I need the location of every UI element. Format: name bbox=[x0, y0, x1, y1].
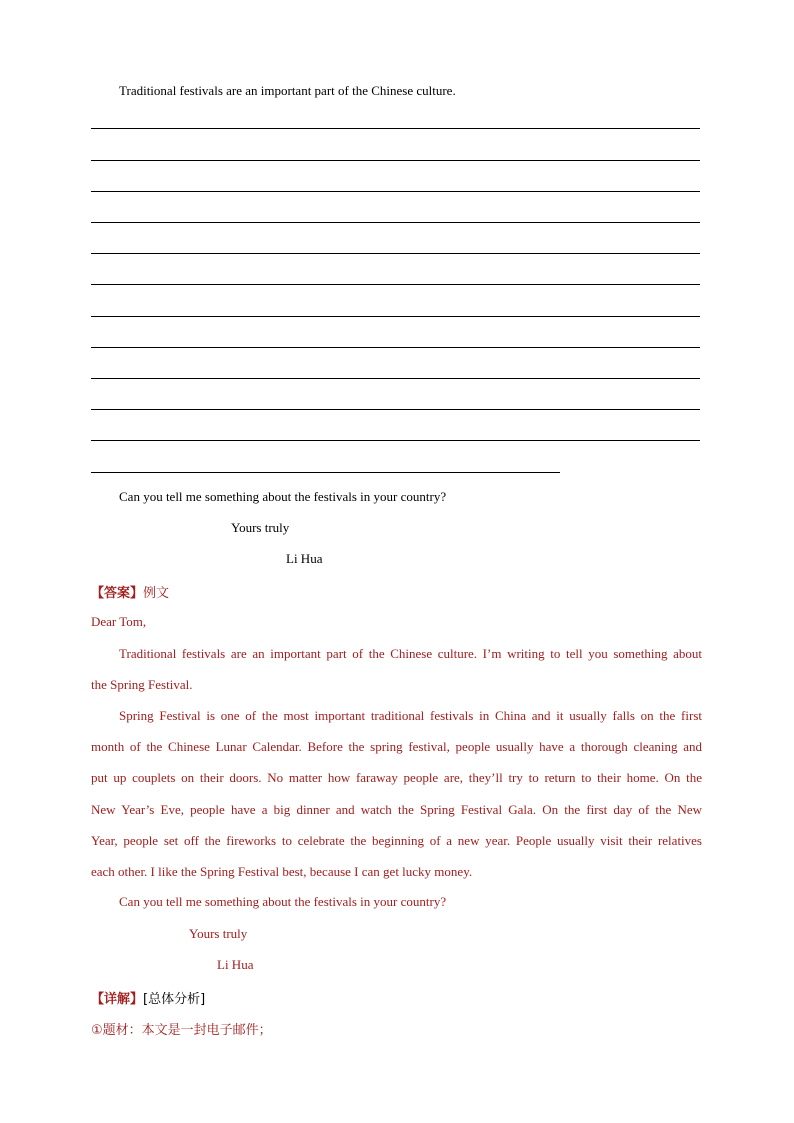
writing-line bbox=[91, 128, 700, 129]
analysis-heading bbox=[91, 988, 205, 1007]
paragraph-line: put up couplets on their doors. No matter how faraway people are, they’ll try to return to their home. On the bbox=[91, 770, 702, 786]
writing-line bbox=[91, 284, 700, 285]
answer-greeting: Dear Tom, bbox=[91, 614, 147, 629]
analysis-item-1: ①题材：本文是一封电子邮件； bbox=[91, 1023, 272, 1038]
analysis-heading-label: [总体分析] bbox=[143, 992, 206, 1007]
answer-paragraph-2 bbox=[91, 700, 702, 887]
analysis-heading-bracket: 【详解】 bbox=[91, 992, 144, 1007]
paragraph-line: each other. I like the Spring Festival best, because I can get lucky money. bbox=[91, 863, 473, 879]
writing-line bbox=[91, 347, 700, 348]
writing-line bbox=[91, 222, 700, 223]
answer-heading bbox=[91, 582, 169, 601]
paragraph-line: the Spring Festival. bbox=[91, 677, 193, 693]
writing-line bbox=[91, 160, 700, 161]
answer-heading-bracket: 【答案】 bbox=[91, 586, 144, 601]
writing-line bbox=[91, 378, 700, 379]
answer-paragraph-1 bbox=[91, 638, 702, 700]
paragraph-line: Traditional festivals are an important part of the Chinese culture. I’m writing to tell you something about bbox=[119, 646, 702, 661]
answer-heading-label: 例文 bbox=[143, 586, 170, 601]
answer-name: Li Hua bbox=[217, 957, 254, 972]
prompt-opening: Traditional festivals are an important part of the Chinese culture. bbox=[119, 83, 456, 98]
writing-line bbox=[91, 191, 700, 192]
writing-line-short bbox=[91, 472, 560, 473]
paragraph-line: New Year’s Eve, people have a big dinner and watch the Spring Festival Gala. On the first day of the New bbox=[91, 801, 702, 817]
writing-line bbox=[91, 316, 700, 317]
paragraph-line: month of the Chinese Lunar Calendar. Before the spring festival, people usually have a thorough cleaning and bbox=[91, 739, 702, 755]
answer-closing-question: Can you tell me something about the festivals in your country? bbox=[119, 894, 447, 909]
writing-line bbox=[91, 440, 700, 441]
prompt-name: Li Hua bbox=[286, 551, 323, 566]
paragraph-line: Year, people set off the fireworks to celebrate the beginning of a new year. People usually visit their relatives bbox=[91, 832, 702, 848]
writing-line bbox=[91, 409, 700, 410]
prompt-closing-question: Can you tell me something about the festivals in your country? bbox=[119, 489, 447, 504]
writing-line bbox=[91, 253, 700, 254]
prompt-signoff: Yours truly bbox=[231, 520, 290, 535]
answer-signoff: Yours truly bbox=[189, 926, 248, 941]
paragraph-line: Spring Festival is one of the most important traditional festivals in China and it usually falls on the first bbox=[119, 708, 702, 723]
